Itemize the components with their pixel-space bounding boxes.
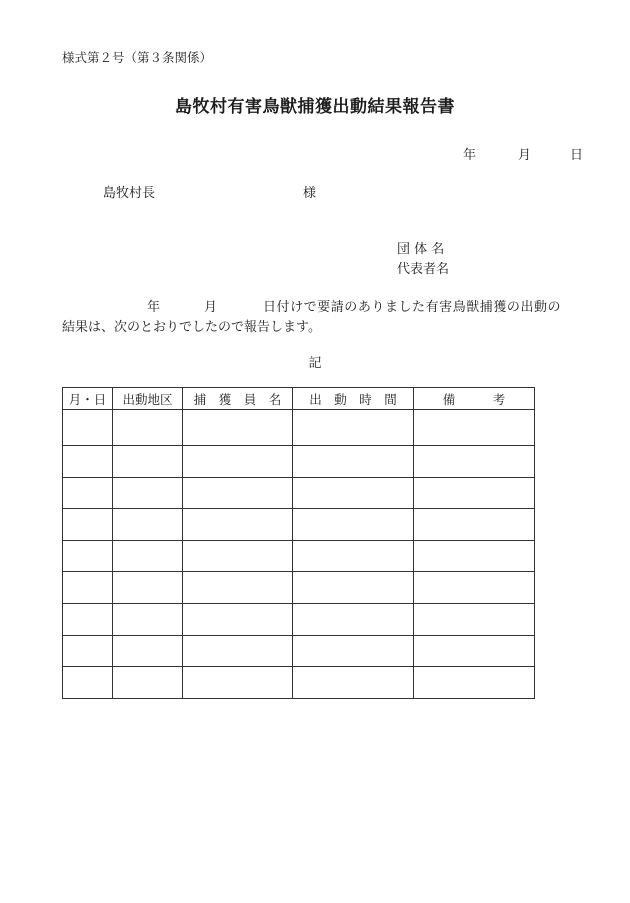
cell-capturer-name[interactable] bbox=[183, 509, 293, 541]
cell-remarks[interactable] bbox=[414, 446, 535, 478]
addressee-name: 島牧村長 bbox=[103, 186, 156, 201]
organization-name-label: 団 体 名 bbox=[397, 242, 445, 257]
cell-capturer-name[interactable] bbox=[183, 635, 293, 667]
cell-date[interactable] bbox=[63, 477, 113, 509]
cell-dispatch-time[interactable] bbox=[293, 603, 414, 635]
cell-area[interactable] bbox=[113, 540, 183, 572]
cell-remarks[interactable] bbox=[414, 410, 535, 446]
cell-dispatch-time[interactable] bbox=[293, 446, 414, 478]
cell-date[interactable] bbox=[63, 572, 113, 604]
cell-remarks[interactable] bbox=[414, 635, 535, 667]
table-header-row bbox=[63, 388, 535, 410]
cell-capturer-name[interactable] bbox=[183, 410, 293, 446]
cell-remarks[interactable] bbox=[414, 603, 535, 635]
cell-remarks[interactable] bbox=[414, 540, 535, 572]
cell-date[interactable] bbox=[63, 635, 113, 667]
table-row bbox=[63, 667, 535, 699]
table-row bbox=[63, 635, 535, 667]
header-capturer-name: 捕 獲 員 名 bbox=[183, 388, 293, 410]
document-title: 島牧村有害鳥獣捕獲出動結果報告書 bbox=[175, 97, 455, 117]
cell-remarks[interactable] bbox=[414, 509, 535, 541]
cell-date[interactable] bbox=[63, 603, 113, 635]
table-row bbox=[63, 603, 535, 635]
cell-capturer-name[interactable] bbox=[183, 603, 293, 635]
cell-capturer-name[interactable] bbox=[183, 667, 293, 699]
table-row bbox=[63, 572, 535, 604]
representative-name-label: 代表者名 bbox=[397, 262, 450, 277]
cell-dispatch-time[interactable] bbox=[293, 540, 414, 572]
cell-capturer-name[interactable] bbox=[183, 540, 293, 572]
cell-date[interactable] bbox=[63, 667, 113, 699]
cell-capturer-name[interactable] bbox=[183, 477, 293, 509]
cell-capturer-name[interactable] bbox=[183, 446, 293, 478]
header-remarks: 備 考 bbox=[414, 388, 535, 410]
body-text-line-2: 結果は、次のとおりでしたので報告します。 bbox=[62, 320, 321, 335]
date-year-label: 年 bbox=[463, 148, 477, 163]
table-row bbox=[63, 446, 535, 478]
cell-dispatch-time[interactable] bbox=[293, 667, 414, 699]
body-year-label: 年 bbox=[147, 300, 161, 315]
cell-date[interactable] bbox=[63, 446, 113, 478]
cell-area[interactable] bbox=[113, 477, 183, 509]
cell-remarks[interactable] bbox=[414, 667, 535, 699]
table-row bbox=[63, 509, 535, 541]
cell-dispatch-time[interactable] bbox=[293, 635, 414, 667]
cell-date[interactable] bbox=[63, 540, 113, 572]
date-day-label: 日 bbox=[570, 148, 584, 163]
header-area: 出動地区 bbox=[113, 388, 183, 410]
cell-area[interactable] bbox=[113, 509, 183, 541]
cell-date[interactable] bbox=[63, 509, 113, 541]
cell-area[interactable] bbox=[113, 667, 183, 699]
cell-date[interactable] bbox=[63, 410, 113, 446]
cell-area[interactable] bbox=[113, 603, 183, 635]
cell-area[interactable] bbox=[113, 410, 183, 446]
table-row bbox=[63, 477, 535, 509]
cell-dispatch-time[interactable] bbox=[293, 477, 414, 509]
body-month-label: 月 bbox=[204, 300, 218, 315]
record-table bbox=[62, 387, 535, 699]
cell-area[interactable] bbox=[113, 635, 183, 667]
cell-area[interactable] bbox=[113, 446, 183, 478]
cell-remarks[interactable] bbox=[414, 477, 535, 509]
date-month-label: 月 bbox=[518, 148, 532, 163]
ki-heading: 記 bbox=[308, 356, 322, 371]
body-text-rest: 日付けで要請のありました有害鳥獣捕獲の出動の bbox=[263, 300, 562, 315]
header-date: 月・日 bbox=[63, 388, 113, 410]
cell-capturer-name[interactable] bbox=[183, 572, 293, 604]
table-row bbox=[63, 410, 535, 446]
cell-dispatch-time[interactable] bbox=[293, 410, 414, 446]
header-dispatch-time: 出 動 時 間 bbox=[293, 388, 414, 410]
table-row bbox=[63, 540, 535, 572]
form-number: 様式第２号（第３条関係） bbox=[62, 50, 213, 65]
cell-area[interactable] bbox=[113, 572, 183, 604]
cell-dispatch-time[interactable] bbox=[293, 509, 414, 541]
cell-dispatch-time[interactable] bbox=[293, 572, 414, 604]
cell-remarks[interactable] bbox=[414, 572, 535, 604]
addressee-honorific: 様 bbox=[303, 186, 317, 201]
